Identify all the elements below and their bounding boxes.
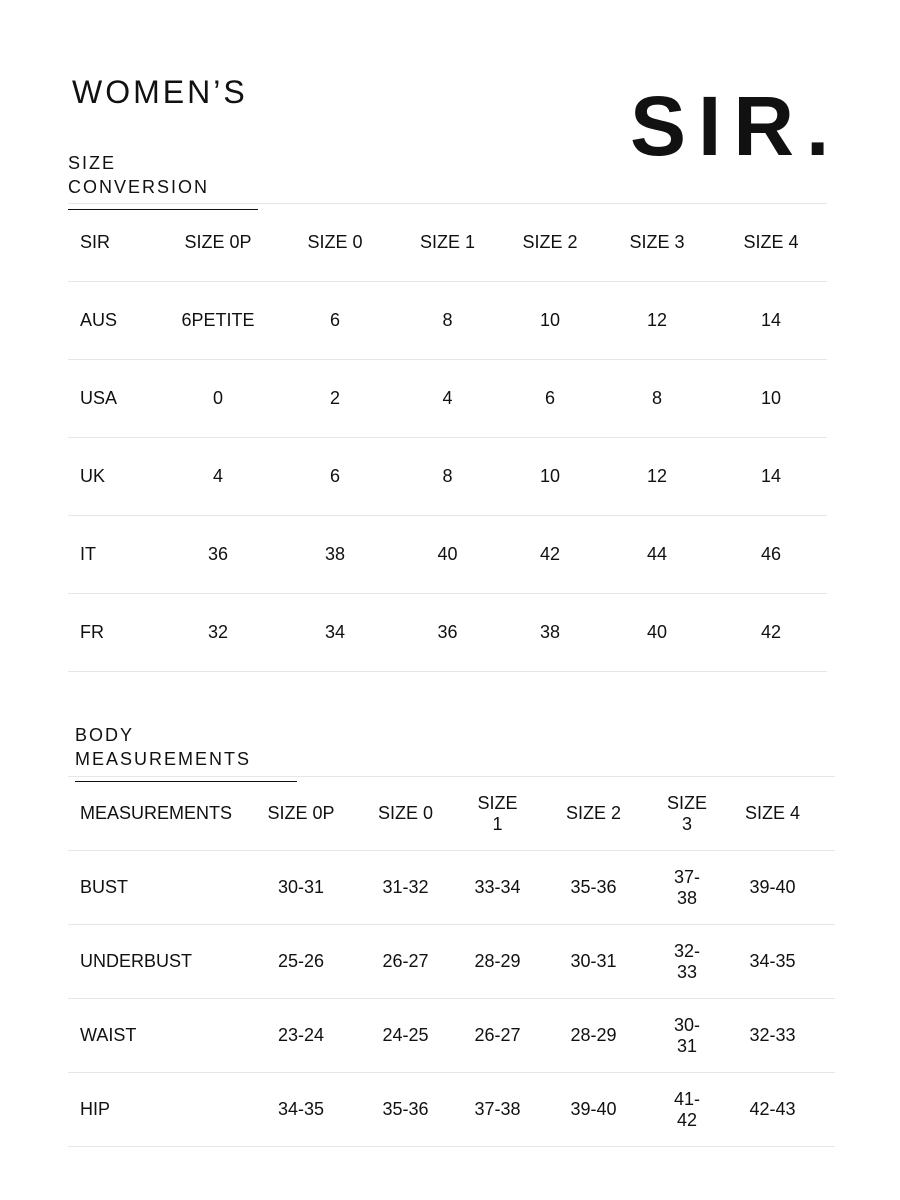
table-cell: 40 xyxy=(394,516,501,594)
table-cell: 30-31 xyxy=(263,851,339,925)
table-cell: 33-34 xyxy=(472,851,523,925)
table-cell: 25-26 xyxy=(263,925,339,999)
size-conversion-heading: SIZE CONVERSION xyxy=(68,151,258,210)
table-cell: 10 xyxy=(501,438,599,516)
table-header-row xyxy=(68,204,827,282)
table-cell: 26-27 xyxy=(472,999,523,1073)
table-row xyxy=(68,999,835,1073)
table-cell: 38 xyxy=(276,516,394,594)
table-cell: 8 xyxy=(394,282,501,360)
table-cell: 35-36 xyxy=(339,1073,472,1147)
table-cell: 0 xyxy=(160,360,276,438)
table-cell: 14 xyxy=(715,282,827,360)
table-cell: 34-35 xyxy=(263,1073,339,1147)
table-cell: 42 xyxy=(501,516,599,594)
table-cell: 4 xyxy=(394,360,501,438)
table-cell: 41-42 xyxy=(664,1073,710,1147)
table-cell: 36 xyxy=(394,594,501,672)
table-cell: 44 xyxy=(599,516,715,594)
row-label: HIP xyxy=(68,1073,263,1147)
table-cell: 42 xyxy=(715,594,827,672)
row-label: UNDERBUST xyxy=(68,925,263,999)
column-header: SIZE 2 xyxy=(501,204,599,282)
table-cell: 6 xyxy=(276,282,394,360)
column-header: SIZE 2 xyxy=(523,777,664,851)
row-label: USA xyxy=(68,360,160,438)
table-cell: 24-25 xyxy=(339,999,472,1073)
column-header: SIR xyxy=(68,204,160,282)
table-cell: 28-29 xyxy=(523,999,664,1073)
table-cell: 35-36 xyxy=(523,851,664,925)
table-cell: 14 xyxy=(715,438,827,516)
table-cell: 23-24 xyxy=(263,999,339,1073)
table-cell: 30-31 xyxy=(523,925,664,999)
page-title: WOMEN’S xyxy=(72,74,248,110)
row-label: AUS xyxy=(68,282,160,360)
table-cell: 34 xyxy=(276,594,394,672)
column-header: SIZE 0 xyxy=(276,204,394,282)
table-row xyxy=(68,282,827,360)
table-cell: 42-43 xyxy=(710,1073,835,1147)
table-cell: 6PETITE xyxy=(160,282,276,360)
table-row xyxy=(68,516,827,594)
table-cell: 31-32 xyxy=(339,851,472,925)
table-cell: 32 xyxy=(160,594,276,672)
table-cell: 34-35 xyxy=(710,925,835,999)
row-label: UK xyxy=(68,438,160,516)
table-cell: 46 xyxy=(715,516,827,594)
table-cell: 37-38 xyxy=(472,1073,523,1147)
table-cell: 26-27 xyxy=(339,925,472,999)
table-cell: 39-40 xyxy=(523,1073,664,1147)
column-header: SIZE 4 xyxy=(715,204,827,282)
column-header: SIZE 3 xyxy=(664,777,710,851)
table-cell: 12 xyxy=(599,282,715,360)
table-cell: 6 xyxy=(501,360,599,438)
brand-logo: SIR. xyxy=(630,79,842,173)
row-label: WAIST xyxy=(68,999,263,1073)
table-cell: 30-31 xyxy=(664,999,710,1073)
table-cell: 39-40 xyxy=(710,851,835,925)
row-label: FR xyxy=(68,594,160,672)
body-measurements-table xyxy=(68,776,835,1147)
table-cell: 37-38 xyxy=(664,851,710,925)
column-header: SIZE 1 xyxy=(394,204,501,282)
table-header-row xyxy=(68,777,835,851)
row-label: IT xyxy=(68,516,160,594)
table-row xyxy=(68,851,835,925)
table-cell: 6 xyxy=(276,438,394,516)
table-row xyxy=(68,1073,835,1147)
table-row xyxy=(68,594,827,672)
table-cell: 4 xyxy=(160,438,276,516)
column-header: SIZE 3 xyxy=(599,204,715,282)
table-row xyxy=(68,360,827,438)
table-cell: 2 xyxy=(276,360,394,438)
row-label: BUST xyxy=(68,851,263,925)
column-header: MEASUREMENTS xyxy=(68,777,263,851)
table-cell: 32-33 xyxy=(664,925,710,999)
column-header: SIZE 0 xyxy=(339,777,472,851)
column-header: SIZE 0P xyxy=(263,777,339,851)
size-conversion-table xyxy=(68,203,827,672)
table-cell: 32-33 xyxy=(710,999,835,1073)
table-cell: 8 xyxy=(599,360,715,438)
table-row xyxy=(68,438,827,516)
table-cell: 10 xyxy=(715,360,827,438)
table-cell: 28-29 xyxy=(472,925,523,999)
table-cell: 36 xyxy=(160,516,276,594)
table-cell: 12 xyxy=(599,438,715,516)
column-header: SIZE 0P xyxy=(160,204,276,282)
body-measurements-heading: BODY MEASUREMENTS xyxy=(75,723,297,782)
table-row xyxy=(68,925,835,999)
column-header: SIZE 4 xyxy=(710,777,835,851)
table-cell: 40 xyxy=(599,594,715,672)
table-cell: 10 xyxy=(501,282,599,360)
column-header: SIZE 1 xyxy=(472,777,523,851)
table-cell: 38 xyxy=(501,594,599,672)
table-cell: 8 xyxy=(394,438,501,516)
